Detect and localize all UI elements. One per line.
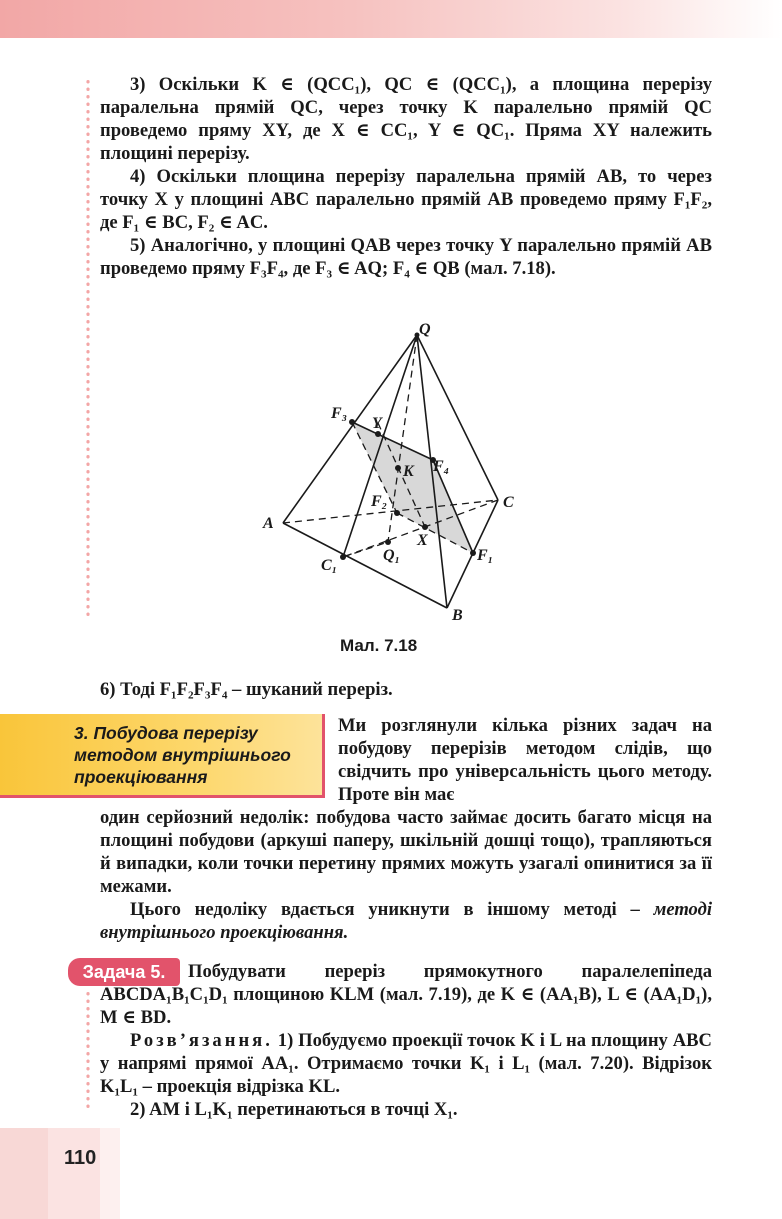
top-paragraphs [100, 73, 712, 280]
step6-line [100, 678, 712, 701]
page-corner-decor [0, 1128, 120, 1219]
section-paragraph-1b: один серйозний недолік: побудова часто займає досить багато місця на площині побудови (аркуші паперу, шкільній дошці тощо), трапляються й випадки, коли точки перетину прямих можуть узагалі опинитися за її межами. [100, 807, 712, 897]
point-F3 [349, 419, 355, 425]
label-F3: F₃ [331, 405, 348, 422]
point-Q1 [385, 539, 391, 545]
point-C1 [340, 554, 346, 560]
section-paragraph-cont [100, 806, 712, 944]
point-X [422, 524, 428, 530]
label-A: A [263, 515, 274, 532]
corner-block-3 [100, 1128, 120, 1219]
section-paragraph-2 [100, 898, 712, 944]
label-B: B [452, 607, 463, 624]
margin-dots-bottom [86, 990, 90, 1110]
figure-7-18 [255, 320, 525, 625]
label-F2: F₂ [371, 493, 388, 510]
point-F2 [394, 510, 400, 516]
corner-block-2 [48, 1128, 100, 1219]
task-statement: Побудувати переріз прямокутного паралелепіпеда ABCDA₁B₁C₁D₁ площиною KLM (мал. 7.19), де K ∈ (AA₁B), L ∈ (AA₁D₁), M ∈ BD. [100, 961, 712, 1028]
section-paragraph-1a: Ми розглянули кілька різних задач на побудову перерізів методом слідів, що свідчить про універсальність цього методу. Проте він має [338, 715, 712, 805]
solution-label: Розв’язання. [130, 1030, 273, 1051]
paragraph-step4: 4) Оскільки площина перерізу паралельна прямій AB, то через точку X у площині ABC паралельно прямій AB проведемо пряму F₁F₂, де F₁ ∈ BC, F₂ ∈ AC. [100, 166, 712, 233]
section-paragraph-2-text: Цього недоліку вдається уникнути в іншому методі – [130, 899, 654, 920]
point-F1 [470, 550, 476, 556]
section-paragraph-start [338, 714, 712, 806]
line-QC1 [343, 335, 417, 557]
label-Q: Q [419, 321, 431, 338]
task-badge: Задача 5. [68, 958, 180, 986]
section-polygon [352, 422, 473, 553]
figure-caption: Мал. 7.18 [340, 636, 418, 655]
label-K: K [403, 463, 414, 480]
label-Q1: Q₁ [383, 547, 401, 564]
method-name: методі внутрішнього проекціювання. [100, 899, 712, 943]
label-F4: F₄ [433, 458, 450, 475]
paragraph-step6: 6) Тоді F₁F₂F₃F₄ – шуканий переріз. [100, 679, 393, 700]
task-block [100, 960, 712, 1121]
paragraph-step5: 5) Аналогічно, у площині QAB через точку Y паралельно прямій AB проведемо пряму F₃F₄, де F₃ ∈ AQ; F₄ ∈ QB (мал. 7.18). [100, 235, 712, 279]
paragraph-step3: 3) Оскільки K ∈ (QCC₁), QC ∈ (QCC₁), а площина перерізу паралельна прямій QC, через точку K паралельно прямій QC проведемо пряму XY, де X ∈ CC₁, Y ∈ QC₁. Пряма XY належить площині перерізу. [100, 74, 712, 164]
label-F1: F₁ [477, 547, 494, 564]
section-title: 3. Побудова перерізу методом внутрішнього проекціювання [74, 723, 291, 787]
solution-step2: 2) AM і L₁K₁ перетинаються в точці X₁. [130, 1099, 458, 1120]
top-color-band [0, 0, 782, 38]
corner-block-1 [0, 1128, 48, 1219]
task-solution [100, 1029, 712, 1098]
point-K [395, 465, 401, 471]
margin-dots-top [86, 78, 90, 618]
label-Y: Y [372, 415, 382, 432]
label-C: C [503, 494, 514, 511]
solution-step1: 1) Побудуємо проекції точок K і L на площину ABC у напрямі прямої AA₁. Отримаємо точки K₁ і L₁ (мал. 7.20). Відрізок K₁L₁ – проекція відрізка KL. [100, 1030, 712, 1097]
label-C1: C₁ [321, 557, 338, 574]
page-number: 110 [64, 1147, 97, 1169]
label-X: X [417, 532, 428, 549]
